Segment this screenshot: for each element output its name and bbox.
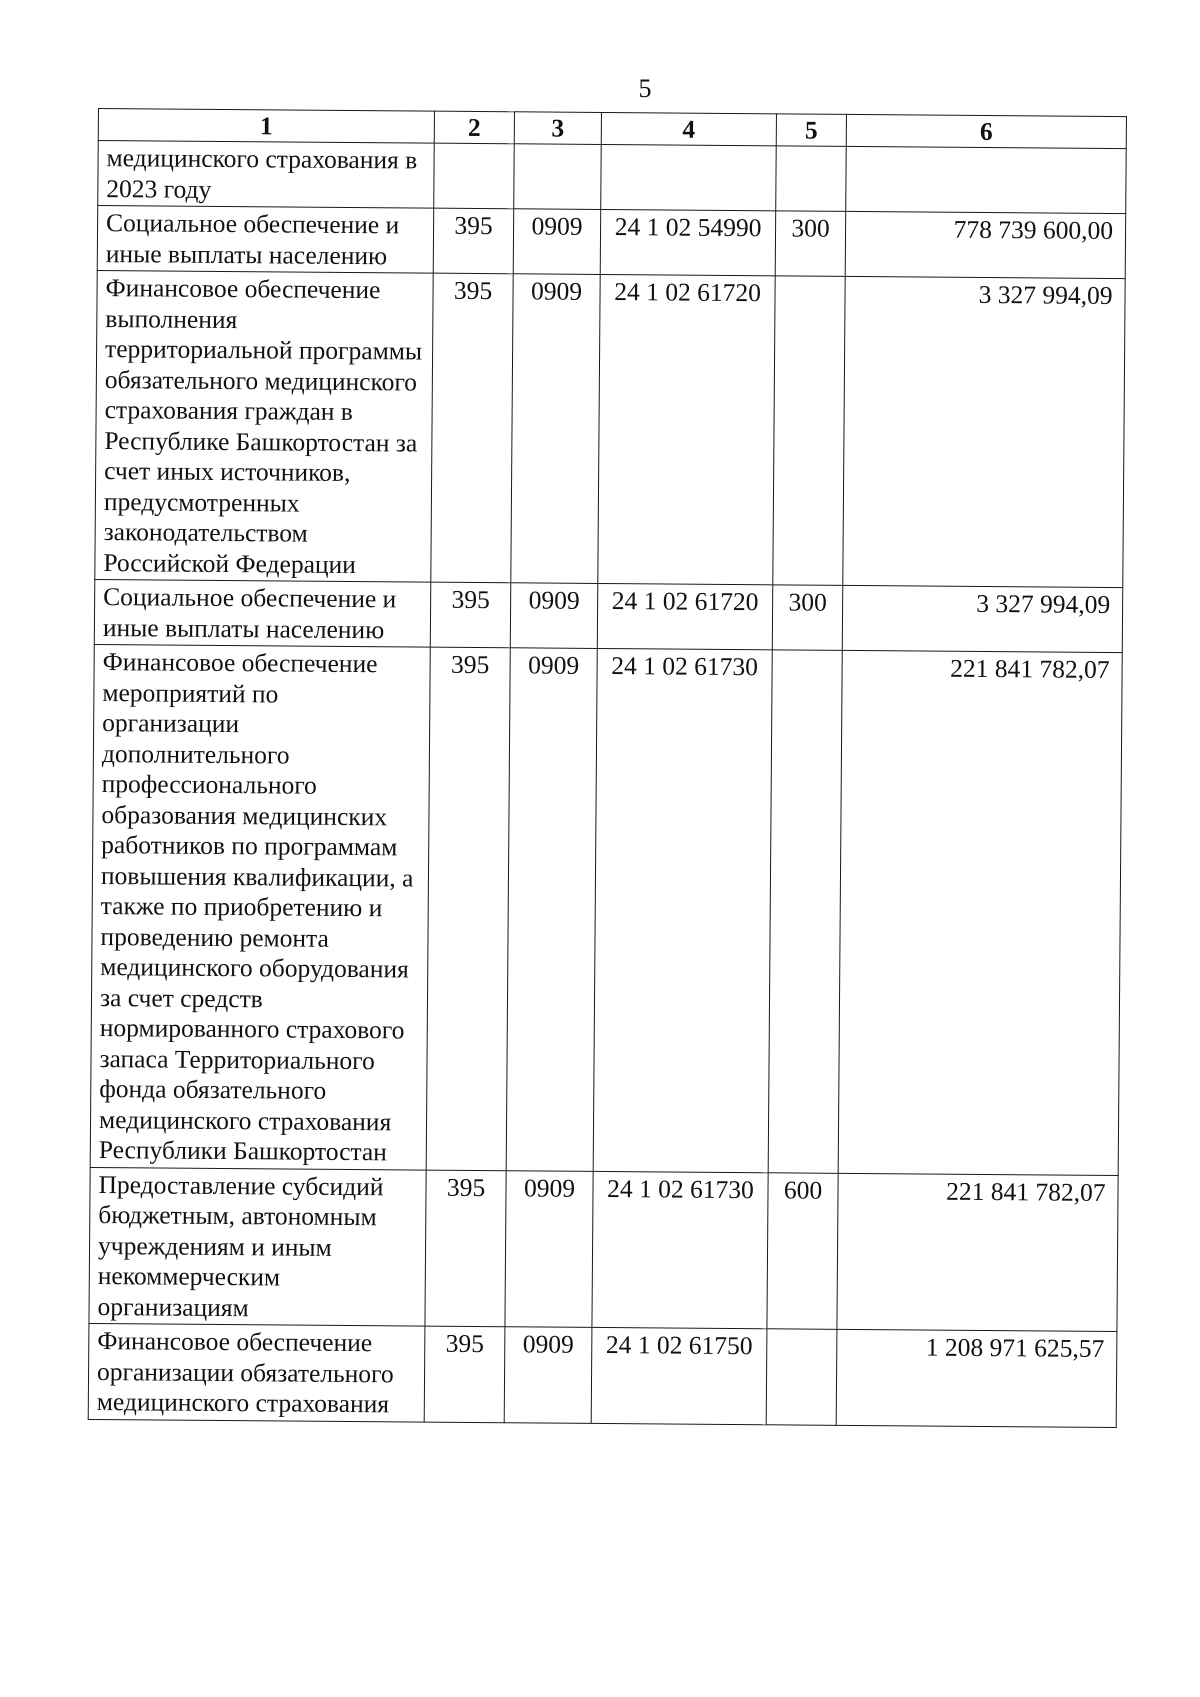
row-amount: 221 841 782,07: [838, 650, 1122, 1175]
row-expense-type: [773, 276, 845, 586]
row-name: Финансовое обеспечение организации обязательного медицинского страхования: [88, 1323, 425, 1421]
table-row: [90, 644, 1122, 1175]
row-expense-type: 300: [772, 585, 843, 651]
column-header-6: 6: [846, 114, 1126, 148]
row-amount: [846, 146, 1127, 213]
row-target-code: 24 1 02 61720: [598, 274, 775, 584]
column-header-4: 4: [601, 112, 776, 145]
row-admin-code: 395: [426, 647, 510, 1170]
row-section-code: 0909: [513, 209, 601, 275]
row-expense-type: 600: [767, 1172, 838, 1329]
column-header-1: 1: [98, 109, 434, 144]
page-number: 5: [638, 74, 652, 103]
column-header-5: 5: [776, 114, 846, 147]
row-target-code: 24 1 02 61720: [597, 583, 773, 649]
row-name: Финансовое обеспечение мероприятий по организации дополнительного профессионального образования медицинских работников по программам повышения квалификации, а также по приобретению и проведению ремонта медицинского оборудования за счет средств нормированного страхового запаса Территориального фонда обязательного медицинского страхования Республики Башкортостан: [90, 644, 430, 1169]
row-name: Финансовое обеспечение выполнения территориальной программы обязательного медицинского страхования граждан в Республике Башкортостан за счет иных источников, предусмотренных законодательством Российской Федерации: [95, 270, 433, 582]
row-name: медицинского страхования в 2023 году: [98, 141, 435, 209]
row-name: Социальное обеспечение и иные выплаты населению: [94, 579, 431, 647]
column-header-2: 2: [434, 111, 514, 144]
row-expense-type: [776, 146, 847, 212]
row-name: Социальное обеспечение и иные выплаты населению: [97, 206, 434, 274]
row-target-code: 24 1 02 54990: [600, 209, 776, 275]
row-amount: 221 841 782,07: [837, 1173, 1118, 1332]
row-section-code: 0909: [506, 648, 597, 1171]
row-target-code: 24 1 02 61730: [593, 648, 772, 1172]
row-section-code: 0909: [504, 1327, 592, 1423]
row-admin-code: 395: [424, 1326, 505, 1422]
row-expense-type: [768, 650, 842, 1173]
table-row: [88, 1323, 1117, 1427]
row-expense-type: [766, 1329, 837, 1425]
table-row: [95, 270, 1125, 587]
row-expense-type: 300: [775, 211, 846, 277]
row-name: Предоставление субсидий бюджетным, автономным учреждениям и иным некоммерческим организациям: [89, 1167, 426, 1326]
row-section-code: 0909: [505, 1170, 593, 1327]
row-section-code: 0909: [511, 274, 600, 584]
table-row: [98, 141, 1126, 214]
row-section-code: [514, 144, 602, 210]
row-amount: 3 327 994,09: [843, 276, 1125, 587]
row-admin-code: 395: [425, 1170, 506, 1327]
column-header-3: 3: [514, 112, 601, 145]
row-amount: 1 208 971 625,57: [836, 1329, 1117, 1427]
budget-table: [88, 108, 1127, 1428]
row-amount: 3 327 994,09: [842, 585, 1123, 652]
row-admin-code: [434, 143, 515, 209]
table-row: [94, 579, 1122, 652]
row-admin-code: 395: [433, 208, 514, 274]
row-admin-code: 395: [431, 273, 513, 583]
row-section-code: 0909: [510, 583, 598, 649]
row-target-code: [601, 144, 777, 210]
row-amount: 778 739 600,00: [845, 211, 1126, 278]
row-target-code: 24 1 02 61730: [592, 1171, 768, 1329]
row-target-code: 24 1 02 61750: [591, 1327, 767, 1424]
table-row: [97, 206, 1125, 279]
row-admin-code: 395: [430, 582, 511, 648]
table-row: [89, 1167, 1118, 1332]
